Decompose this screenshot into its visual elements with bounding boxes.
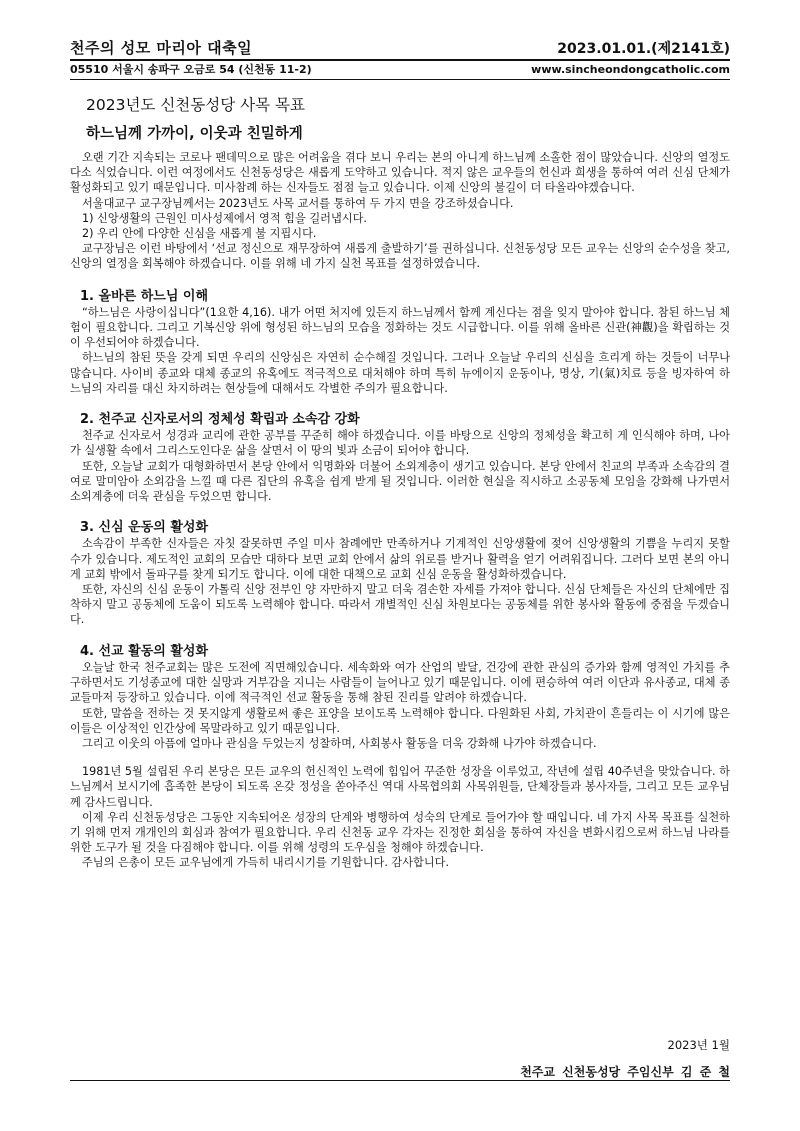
section-paragraph: 또한, 오늘날 교회가 대형화하면서 본당 안에서 익명화와 더불어 소외계층이 생기고 있습니다. 본당 안에서 친교의 부족과 소속감의 결여로 말미암아 소외감을 느낄 때 다른 집단의 유혹을 쉽게 받게 될 것입니다. 이러한 현실을 직시하고 소공동체 모임을 강화해 나가면서 소외계층에 더욱 관심을 두었으면 합니다. (70, 459, 730, 504)
section-heading: 1. 올바른 하느님 이해 (80, 288, 209, 304)
masthead (70, 32, 730, 58)
document-subtitle: 하느님께 가까이, 이웃과 친밀하게 (86, 126, 303, 142)
section-paragraph: 오늘날 한국 천주교회는 많은 도전에 직면해있습니다. 세속화와 여가 산업의 발달, 건강에 관한 관심의 증가와 함께 영적인 가치를 추구하면서도 기성종교에 대한 실망과 거부감을 지니는 사람들이 늘어나고 있기 때문입니다. 이에 편승하여 여러 이단과 유사종교, 대체 종교들마저 등장하고 있습니다. 이에 적극적인 선교 활동을 통해 참된 진리를 알려야 하겠습니다. (70, 660, 730, 705)
intro-list-item: 1) 신앙생활의 근원인 미사성제에서 영적 힘을 길러냅시다. (82, 211, 367, 225)
signature-block (520, 1037, 730, 1080)
section-paragraph: 소속감이 부족한 신자들은 자칫 잘못하면 주일 미사 참례에만 만족하거나 기계적인 신앙생활에 젖어 신앙생활의 기쁨을 누리지 못할 수가 있습니다. 제도적인 교회의 모습만 대하다 보면 교회 안에서 삶의 위로를 받거나 활력을 얻기 어려워집니다. 그러다 보면 본의 아니게 교회 밖에서 돌파구를 찾게 되기도 합니다. 이에 대한 대책으로 교회 신심 운동을 활성화하겠습니다. (70, 537, 730, 581)
header-subrule (70, 79, 730, 80)
intro-paragraph: 오랜 기간 지속되는 코로나 팬데믹으로 많은 어려움을 겪다 보니 우리는 본의 아니게 하느님께 소홀한 점이 많았습니다. 신앙의 열정도 다소 식었습니다. 이런 여정에서도 신천동성당은 새롭게 도약하고 있습니다. 적지 않은 교우들의 헌신과 희생을 통하여 여러 신심 단체가 활성화되고 있기 때문입니다. 미사참례 하는 신자들도 점점 늘고 있습니다. 이제 신앙의 불길이 더 타올라야겠습니다. (70, 151, 730, 195)
intro-list-item: 2) 우리 안에 다양한 신심을 새롭게 불 지핍시다. (82, 227, 317, 241)
signature: 천주교 신천동성당 주임신부 김 준 철 (520, 1065, 730, 1079)
footer-rule (70, 1080, 730, 1081)
parish-address: 05510 서울시 송파구 오금로 54 (신천동 11-2) (70, 63, 312, 76)
intro-paragraph: 서울대교구 교구장님께서는 2023년도 사목 교서를 통하여 두 가지 면을 강조하셨습니다. (82, 196, 514, 210)
publication-name: 천주의 성모 마리아 대축일 (70, 39, 253, 57)
closing-paragraph: 주님의 은총이 모든 교우님에게 가득히 내리시기를 기원합니다. 감사합니다. (82, 856, 450, 870)
section-paragraph: 천주교 신자로서 성경과 교리에 관한 공부를 꾸준히 해야 하겠습니다. 이를 바탕으로 신앙의 정체성을 확고히 게 인식해야 하며, 나아가 실생활 속에서 그리스도인다운 삶을 살면서 이 땅의 빛과 소금이 되어야 합니다. (70, 429, 730, 458)
section-paragraph: 또한, 말씀을 전하는 것 못지않게 생활로써 좋은 표양을 보이도록 노력해야 합니다. 다원화된 사회, 가치관이 흔들리는 이 시기에 많은 이들은 이상적인 인간상에 목말라하고 있기 때문입니다. (70, 706, 730, 735)
issue-date: 2023.01.01.(제2141호) (557, 41, 730, 57)
document-date: 2023년 1월 (667, 1038, 730, 1052)
closing-paragraph: 이제 우리 신천동성당은 그동안 지속되어온 성장의 단계와 병행하여 성숙의 단계로 들어가야 할 때입니다. 네 가지 사목 목표를 실천하기 위해 먼저 개개인의 회심과 참여가 필요합니다. 우리 신천동 교우 각자는 진정한 회심을 통하여 자신을 변화시킴으로써 하느님 나라를 위한 도구가 될 것을 다짐해야 합니다. 이를 위해 성령의 도우심을 청해야 하겠습니다. (70, 810, 730, 855)
intro-paragraph: 교구장님은 이런 바탕에서 ‘선교 정신으로 재무장하여 새롭게 출발하기’를 권하십니다. 신천동성당 모든 교우는 신앙의 순수성을 찾고, 신앙의 열정을 회복해야 하겠습니다. 이를 위해 네 가지 실천 목표를 설정하였습니다. (70, 242, 730, 271)
closing-paragraph: 1981년 5월 설립된 우리 본당은 모든 교우의 헌신적인 노력에 힘입어 꾸준한 성장을 이루었고, 작년에 설립 40주년을 맞았습니다. 하느님께서 보시기에 흡족한 본당이 되도록 온갖 정성을 쏟아주신 역대 사목협의회 사목위원들, 단체장들과 봉사자들, 그리고 모든 교우님께 감사드립니다. (70, 765, 730, 809)
section-heading: 3. 신심 운동의 활성화 (80, 520, 209, 536)
document-title: 2023년도 신천동성당 사목 목표 (86, 96, 305, 114)
section-paragraph: 하느님의 참된 뜻을 갖게 되면 우리의 신앙심은 자연히 순수해질 것입니다. 그러나 오늘날 우리의 신심을 흐리게 하는 것들이 너무나 많습니다. 사이비 종교와 대체 종교의 유혹에도 적극적으로 대처해야 하며 특히 뉴에이지 운동이나, 명상, 기(氣)치료 등을 빙자하여 하느님의 자리를 대신 차지하려는 현상들에 대해서도 각별한 주의가 필요합니다. (70, 351, 730, 395)
section-paragraph: 또한, 자신의 신심 운동이 가톨릭 신앙 전부인 양 자만하지 말고 더욱 겸손한 자세를 가져야 합니다. 신심 단체들은 자신의 단체에만 집착하지 말고 공동체에 도움이 되도록 노력해야 합니다. 따라서 개별적인 신심 차원보다는 공동체를 위한 봉사와 활동에 중점을 두겠습니다. (70, 583, 730, 627)
article-body (70, 150, 730, 871)
website-link[interactable]: www.sincheondongcatholic.com (531, 62, 730, 76)
section-paragraph: “하느님은 사랑이십니다”(1요한 4,16). 내가 어떤 처지에 있든지 하느님께서 함께 계신다는 점을 잊지 말아야 합니다. 참된 하느님 체험이 필요합니다. 그리고 기복신앙 위에 형성된 하느님의 모습을 정화하는 것도 시급합니다. 이를 위해 올바른 신관(神觀)을 확립하는 것이 우선되어야 하겠습니다. (70, 305, 730, 350)
section-paragraph: 그리고 이웃의 아픔에 얼마나 관심을 두었는지 성찰하며, 사회봉사 활동을 더욱 강화해 나가야 하겠습니다. (82, 736, 597, 750)
section-heading: 4. 선교 활동의 활성화 (80, 643, 209, 659)
section-heading: 2. 천주교 신자로서의 정체성 확립과 소속감 강화 (80, 412, 360, 428)
masthead-info (70, 61, 730, 77)
